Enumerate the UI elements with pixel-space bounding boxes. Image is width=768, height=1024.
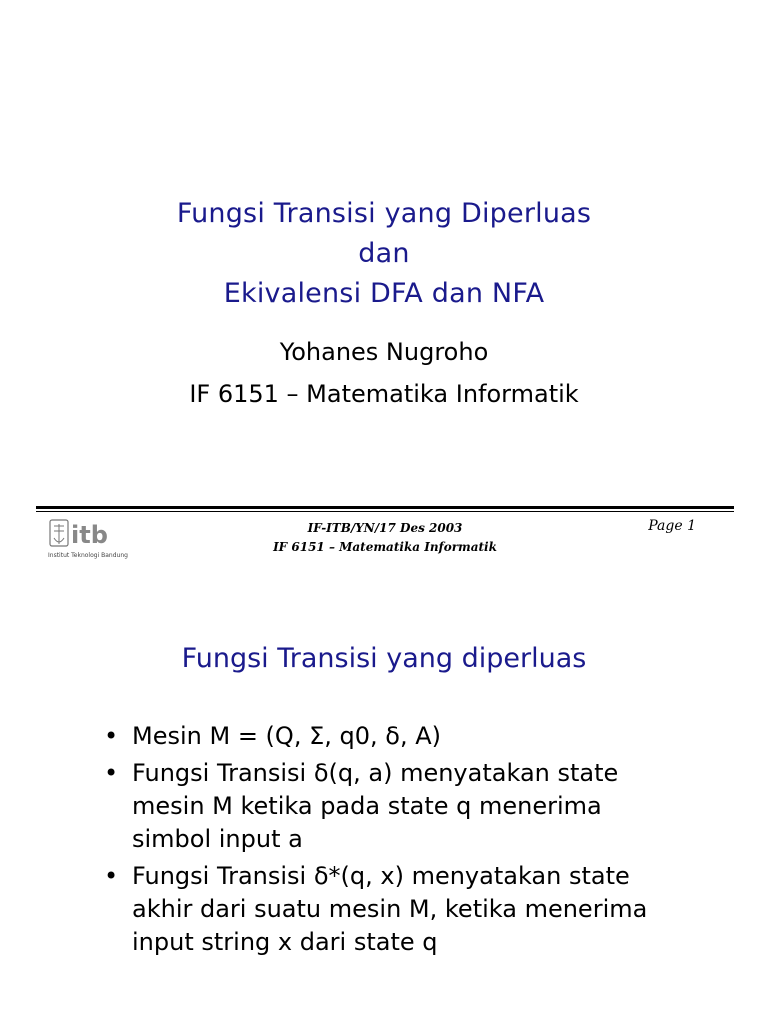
slide1-title-line-1: Fungsi Transisi yang Diperluas: [176, 198, 592, 229]
list-item: [104, 757, 652, 856]
page-number: Page 1: [648, 518, 696, 534]
bullet-text: Fungsi Transisi δ(q, a) menyatakan state mesin M ketika pada state q menerima simbol input a: [132, 759, 619, 853]
footer-line-1: IF-ITB/YN/17 Des 2003: [307, 521, 463, 535]
bullet-text: Fungsi Transisi δ*(q, x) menyatakan state akhir dari suatu mesin M, ketika menerima input string x dari state q: [132, 862, 648, 956]
svg-text:itb: itb: [71, 521, 108, 549]
footer-rule-thin: [36, 511, 734, 512]
footer-line-2: IF 6151 – Matematika Informatik: [273, 540, 497, 554]
bullet-list: [104, 720, 744, 963]
bullet-icon: •: [104, 862, 119, 890]
slide1-title-line-2: dan: [358, 238, 410, 269]
slide1-author: Yohanes Nugroho: [279, 338, 489, 366]
bullet-text: Mesin M = (Q, Σ, q0, δ, A): [132, 722, 441, 750]
slide2-title: Fungsi Transisi yang diperluas: [181, 643, 587, 674]
bullet-icon: •: [104, 722, 119, 750]
list-item: [104, 860, 672, 959]
slide1-title-line-3: Ekivalensi DFA dan NFA: [223, 278, 545, 309]
slide1-course: IF 6151 – Matematika Informatik: [189, 380, 579, 408]
list-item: [104, 720, 744, 753]
logo-caption: Institut Teknologi Bandung: [48, 552, 128, 559]
bullet-icon: •: [104, 759, 119, 787]
footer-rule-thick: [36, 506, 734, 509]
